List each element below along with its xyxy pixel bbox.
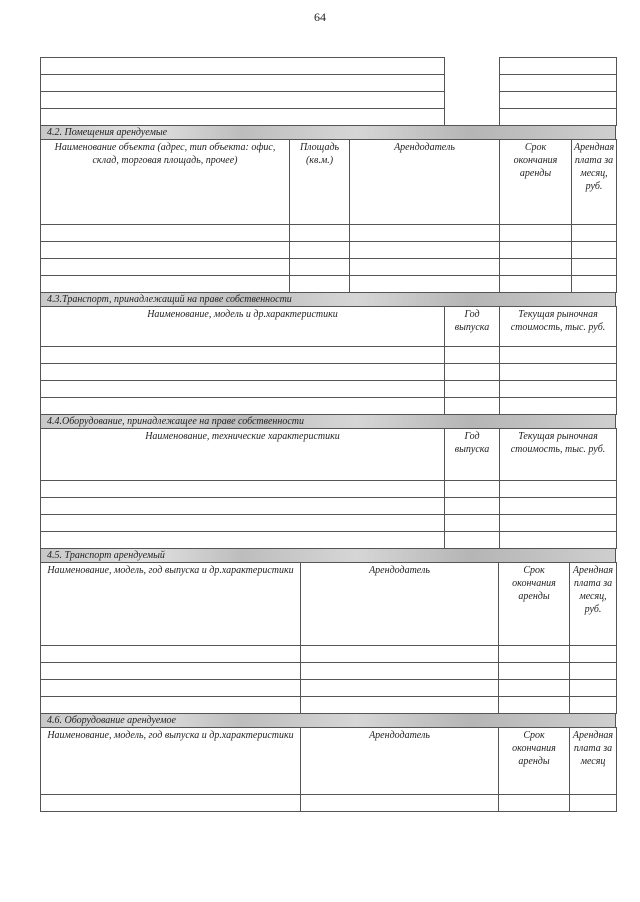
table-row: [41, 75, 617, 92]
column-header: Арендодатель: [301, 728, 499, 795]
premises-rented-table: [40, 139, 617, 293]
table-cell[interactable]: [445, 532, 500, 549]
table-cell[interactable]: [41, 646, 301, 663]
column-header: Наименование, модель и др.характеристики: [41, 307, 445, 347]
table-header-row: [41, 728, 617, 795]
table-cell[interactable]: [500, 398, 617, 415]
table-cell[interactable]: [445, 398, 500, 415]
table-cell[interactable]: [41, 498, 445, 515]
table-cell[interactable]: [41, 398, 445, 415]
table-cell[interactable]: [445, 92, 500, 109]
table-cell[interactable]: [445, 481, 500, 498]
table-row: [41, 225, 617, 242]
table-cell[interactable]: [41, 381, 445, 398]
table-cell[interactable]: [41, 58, 445, 75]
table-row: [41, 697, 617, 714]
table-cell[interactable]: [570, 697, 617, 714]
table-cell[interactable]: [41, 225, 290, 242]
table-row: [41, 663, 617, 680]
table-cell[interactable]: [500, 381, 617, 398]
table-cell[interactable]: [570, 646, 617, 663]
table-cell[interactable]: [41, 364, 445, 381]
table-row: [41, 92, 617, 109]
column-header: Наименование, модель, год выпуска и др.характеристики: [41, 728, 301, 795]
table-cell[interactable]: [572, 225, 617, 242]
column-header: Арендная плата за месяц, руб.: [570, 563, 617, 646]
table-cell[interactable]: [500, 532, 617, 549]
table-cell[interactable]: [41, 109, 445, 126]
table-cell[interactable]: [500, 259, 572, 276]
table-cell[interactable]: [41, 92, 445, 109]
table-cell[interactable]: [445, 364, 500, 381]
column-header: Арендная плата за месяц, руб.: [572, 140, 617, 225]
table-cell[interactable]: [445, 109, 500, 126]
table-cell[interactable]: [445, 347, 500, 364]
column-header: Срок окончания аренды: [500, 140, 572, 225]
table-cell[interactable]: [572, 242, 617, 259]
transport-owned-table: [40, 306, 617, 415]
table-cell[interactable]: [301, 663, 499, 680]
table-row: [41, 532, 617, 549]
table-cell[interactable]: [41, 795, 301, 812]
table-cell[interactable]: [290, 225, 350, 242]
table-cell[interactable]: [570, 680, 617, 697]
table-cell[interactable]: [445, 498, 500, 515]
section-title: 4.6. Оборудование арендуемое: [40, 714, 616, 727]
table-row: [41, 680, 617, 697]
table-cell[interactable]: [41, 259, 290, 276]
equipment-rented-table: [40, 727, 617, 812]
table-gap: [445, 58, 500, 75]
column-header: Арендодатель: [301, 563, 499, 646]
form: [40, 57, 616, 812]
table-row: [41, 58, 617, 75]
table-cell[interactable]: [572, 259, 617, 276]
column-header: Арендодатель: [350, 140, 500, 225]
column-header: Год выпуска: [445, 429, 500, 481]
table-cell[interactable]: [350, 225, 500, 242]
table-header-row: [41, 140, 617, 225]
table-row: [41, 646, 617, 663]
table-cell[interactable]: [570, 663, 617, 680]
table-cell[interactable]: [301, 795, 499, 812]
column-header: Текущая рыночная стоимость, тыс. руб.: [500, 429, 617, 481]
table-cell[interactable]: [445, 515, 500, 532]
table-cell[interactable]: [350, 259, 500, 276]
table-row: [41, 381, 617, 398]
table-cell[interactable]: [499, 663, 570, 680]
column-header: Наименование, модель, год выпуска и др.характеристики: [41, 563, 301, 646]
table-cell[interactable]: [500, 276, 572, 293]
section-title: 4.5. Транспорт арендуемый: [40, 549, 616, 562]
table-cell[interactable]: [500, 481, 617, 498]
column-header: Наименование объекта (адрес, тип объекта: офис, склад, торговая площадь, прочее): [41, 140, 290, 225]
column-header: Площадь (кв.м.): [290, 140, 350, 225]
column-header: Год выпуска: [445, 307, 500, 347]
table-cell[interactable]: [41, 242, 290, 259]
table-cell[interactable]: [41, 347, 445, 364]
section-4-5: [40, 549, 616, 714]
table-cell[interactable]: [301, 680, 499, 697]
table-cell[interactable]: [445, 381, 500, 398]
table-cell[interactable]: [570, 795, 617, 812]
table-header-row: [41, 429, 617, 481]
table-cell[interactable]: [290, 242, 350, 259]
table-cell[interactable]: [500, 58, 617, 75]
table-row: [41, 109, 617, 126]
table-cell[interactable]: [350, 276, 500, 293]
table-cell[interactable]: [41, 532, 445, 549]
table-cell[interactable]: [41, 515, 445, 532]
table-row: [41, 498, 617, 515]
table-cell[interactable]: [500, 225, 572, 242]
column-header: Арендная плата за месяц: [570, 728, 617, 795]
table-cell[interactable]: [290, 259, 350, 276]
table-cell[interactable]: [499, 795, 570, 812]
table-cell[interactable]: [500, 109, 617, 126]
table-row: [41, 481, 617, 498]
column-header: Срок окончания аренды: [499, 563, 570, 646]
section-title: 4.2. Помещения арендуемые: [40, 126, 616, 139]
table-cell[interactable]: [350, 242, 500, 259]
table-cell[interactable]: [301, 646, 499, 663]
table-cell[interactable]: [500, 75, 617, 92]
table-cell[interactable]: [41, 75, 445, 92]
table-header-row: [41, 563, 617, 646]
table-row: [41, 259, 617, 276]
section-4-4: [40, 415, 616, 549]
table-cell[interactable]: [500, 347, 617, 364]
table-cell[interactable]: [301, 697, 499, 714]
column-header: Наименование, технические характеристики: [41, 429, 445, 481]
section-continued: [40, 57, 616, 126]
table-row: [41, 515, 617, 532]
table-header-row: [41, 307, 617, 347]
column-header: Срок окончания аренды: [499, 728, 570, 795]
section-4-3: [40, 293, 616, 415]
table-row: [41, 347, 617, 364]
table-cell[interactable]: [500, 92, 617, 109]
table-cell[interactable]: [499, 646, 570, 663]
table-row: [41, 364, 617, 381]
table-cell[interactable]: [500, 498, 617, 515]
table-cell[interactable]: [500, 515, 617, 532]
table-row: [41, 398, 617, 415]
table-cell[interactable]: [500, 242, 572, 259]
equipment-owned-table: [40, 428, 617, 549]
table-cell[interactable]: [290, 276, 350, 293]
table-row: [41, 276, 617, 293]
table-cell[interactable]: [499, 680, 570, 697]
table-cell[interactable]: [41, 680, 301, 697]
table-row: [41, 242, 617, 259]
transport-rented-table: [40, 562, 617, 714]
table-cell[interactable]: [41, 697, 301, 714]
page-number: 64: [314, 10, 326, 24]
column-header: Текущая рыночная стоимость, тыс. руб.: [500, 307, 617, 347]
table-cell[interactable]: [41, 276, 290, 293]
section-title: 4.3.Транспорт, принадлежащий на праве собственности: [40, 293, 616, 306]
table-cell[interactable]: [499, 697, 570, 714]
section-4-2: [40, 126, 616, 293]
section-title: 4.4.Оборудование, принадлежащее на праве собственности: [40, 415, 616, 428]
section-4-6: [40, 714, 616, 812]
table-cell[interactable]: [41, 663, 301, 680]
continued-table: [40, 57, 617, 126]
table-cell[interactable]: [500, 364, 617, 381]
table-row: [41, 795, 617, 812]
table-cell[interactable]: [41, 481, 445, 498]
table-cell[interactable]: [445, 75, 500, 92]
table-cell[interactable]: [572, 276, 617, 293]
